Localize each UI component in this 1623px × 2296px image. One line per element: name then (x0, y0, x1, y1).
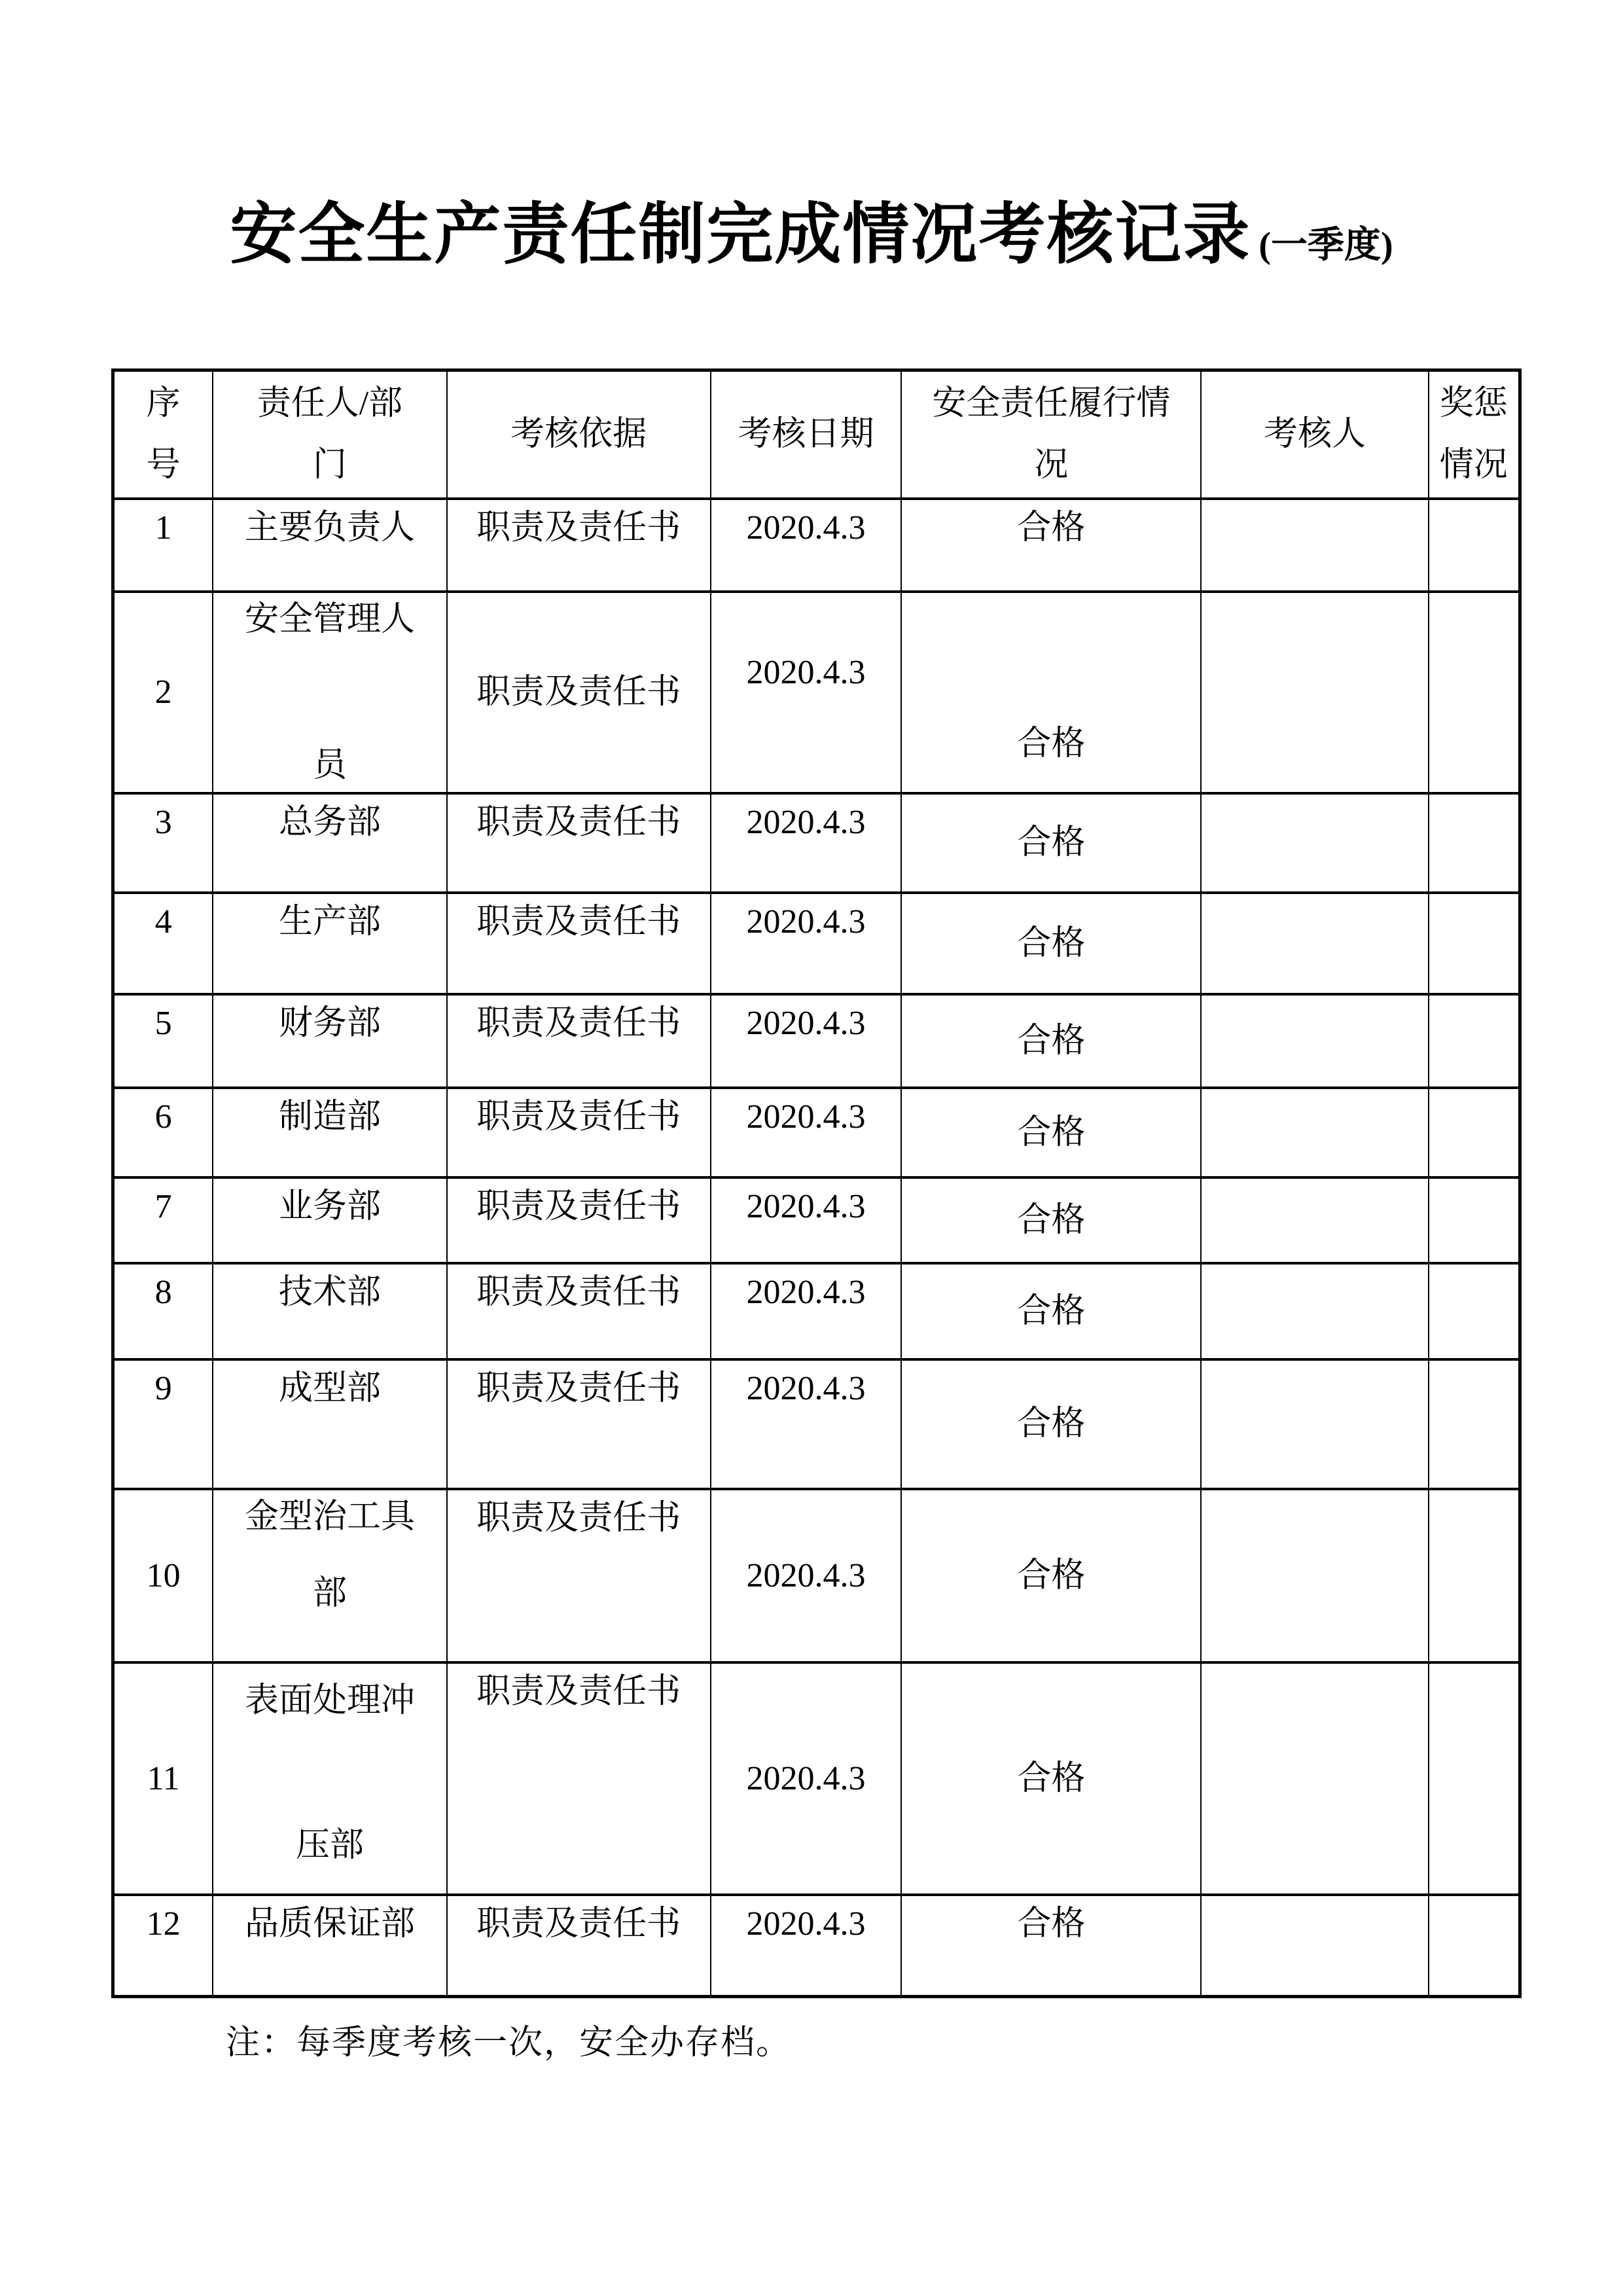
basis-cell-text: 职责及责任书 (476, 1370, 681, 1407)
date-cell (710, 1490, 901, 1661)
date-cell-text: 2020.4.3 (746, 1005, 866, 1042)
reward-cell (1428, 593, 1518, 792)
header-cell-person-dept-text: 门 (312, 446, 347, 484)
date-cell (710, 1896, 901, 1995)
basis-cell-text: 职责及责任书 (476, 1274, 681, 1311)
fulfillment-cell-text: 合格 (1017, 1022, 1086, 1060)
date-cell-text: 2020.4.3 (746, 1370, 866, 1407)
assessor-cell (1200, 1179, 1427, 1262)
seq-cell (115, 1896, 212, 1995)
person-dept-cell-text: 表面处理冲 (244, 1682, 415, 1719)
fulfillment-cell-text: 合格 (1017, 1759, 1086, 1797)
assessor-cell (1200, 500, 1427, 590)
assessor-cell (1200, 1265, 1427, 1358)
header-cell-date-text: 考核日期 (738, 416, 874, 453)
date-cell-text: 2020.4.3 (746, 509, 866, 547)
basis-cell (446, 1664, 710, 1893)
person-dept-cell (212, 996, 446, 1086)
basis-cell-text: 职责及责任书 (476, 1005, 681, 1042)
assessor-cell (1200, 894, 1427, 993)
reward-cell (1428, 1490, 1518, 1661)
table-row (115, 1086, 1518, 1176)
fulfillment-cell-text: 合格 (1017, 1292, 1086, 1330)
date-cell-text: 2020.4.3 (746, 903, 866, 941)
seq-cell-text: 10 (146, 1556, 181, 1594)
date-cell-text: 2020.4.3 (746, 1905, 866, 1943)
basis-cell-text: 职责及责任书 (476, 1905, 681, 1943)
reward-cell (1428, 1265, 1518, 1358)
basis-cell (446, 1089, 710, 1176)
date-cell-text: 2020.4.3 (746, 1274, 866, 1311)
seq-cell (115, 1490, 212, 1661)
basis-cell (446, 1490, 710, 1661)
date-cell (710, 996, 901, 1086)
person-dept-cell-text: 业务部 (278, 1188, 381, 1225)
person-dept-cell (212, 1179, 446, 1262)
person-dept-cell (212, 500, 446, 590)
seq-cell-text: 2 (154, 673, 172, 711)
basis-cell-text: 职责及责任书 (476, 1188, 681, 1225)
fulfillment-cell (901, 1265, 1200, 1358)
basis-cell-text: 职责及责任书 (476, 804, 681, 841)
fulfillment-cell (901, 795, 1200, 891)
person-dept-cell (212, 1265, 446, 1358)
header-cell-date (710, 372, 901, 497)
table-row (115, 1893, 1518, 1995)
fulfillment-cell (901, 500, 1200, 590)
header-cell-reward-text: 情况 (1439, 446, 1508, 484)
assessor-cell (1200, 1361, 1427, 1488)
basis-cell-text: 职责及责任书 (476, 1673, 681, 1710)
fulfillment-cell (901, 996, 1200, 1086)
reward-cell (1428, 795, 1518, 891)
reward-cell (1428, 1896, 1518, 1995)
table-row (115, 993, 1518, 1086)
person-dept-cell-text: 成型部 (278, 1370, 381, 1407)
basis-cell (446, 1361, 710, 1488)
person-dept-cell-text: 安全管理人 (244, 601, 415, 638)
seq-cell-text: 5 (154, 1005, 172, 1042)
seq-cell-text: 9 (154, 1370, 172, 1407)
fulfillment-cell (901, 1089, 1200, 1176)
person-dept-cell-text: 财务部 (278, 1005, 381, 1042)
seq-cell (115, 1664, 212, 1893)
header-cell-seq-text: 号 (146, 446, 181, 484)
date-cell (710, 1664, 901, 1893)
header-cell-seq (115, 372, 212, 497)
basis-cell-text: 职责及责任书 (476, 1499, 681, 1537)
seq-cell-text: 7 (154, 1188, 172, 1225)
header-cell-seq-text: 序 (146, 385, 181, 422)
seq-cell (115, 593, 212, 792)
header-cell-assessor (1200, 372, 1427, 497)
table-row (115, 792, 1518, 891)
seq-cell (115, 996, 212, 1086)
basis-cell (446, 500, 710, 590)
fulfillment-cell-text: 合格 (1017, 1201, 1086, 1239)
seq-cell (115, 1265, 212, 1358)
date-cell (710, 1265, 901, 1358)
date-cell (710, 593, 901, 792)
reward-cell (1428, 894, 1518, 993)
date-cell (710, 1179, 901, 1262)
header-cell-person-dept-text: 责任人/部 (257, 385, 403, 422)
date-cell-text: 2020.4.3 (746, 1759, 866, 1797)
person-dept-cell-text: 技术部 (278, 1274, 381, 1311)
fulfillment-cell-text: 合格 (1017, 1556, 1086, 1594)
table-row (115, 1262, 1518, 1358)
basis-cell (446, 1896, 710, 1995)
basis-cell (446, 593, 710, 792)
header-cell-person-dept (212, 372, 446, 497)
reward-cell (1428, 996, 1518, 1086)
basis-cell (446, 1265, 710, 1358)
basis-cell-text: 职责及责任书 (476, 1098, 681, 1136)
seq-cell (115, 1089, 212, 1176)
fulfillment-cell-text: 合格 (1017, 1905, 1086, 1943)
header-cell-reward (1428, 372, 1518, 497)
table-row (115, 1661, 1518, 1893)
seq-cell (115, 894, 212, 993)
fulfillment-cell (901, 1179, 1200, 1262)
person-dept-cell (212, 1089, 446, 1176)
date-cell-text: 2020.4.3 (746, 654, 866, 692)
fulfillment-cell (901, 1361, 1200, 1488)
fulfillment-cell-text: 合格 (1017, 725, 1086, 763)
seq-cell (115, 1361, 212, 1488)
assessment-table (111, 368, 1522, 1998)
person-dept-cell-text: 制造部 (278, 1098, 381, 1136)
seq-cell (115, 795, 212, 891)
table-header-row (115, 372, 1518, 497)
person-dept-cell-text: 主要负责人 (244, 509, 415, 547)
table-row (115, 590, 1518, 792)
reward-cell (1428, 500, 1518, 590)
seq-cell-text: 6 (154, 1098, 172, 1136)
date-cell (710, 500, 901, 590)
fulfillment-cell-text: 合格 (1017, 824, 1086, 862)
date-cell-text: 2020.4.3 (746, 1098, 866, 1136)
date-cell-text: 2020.4.3 (746, 1556, 866, 1594)
seq-cell (115, 500, 212, 590)
seq-cell-text: 4 (154, 903, 172, 941)
person-dept-cell-text: 员 (312, 746, 347, 784)
fulfillment-cell (901, 1664, 1200, 1893)
basis-cell-text: 职责及责任书 (476, 509, 681, 547)
table-row (115, 1358, 1518, 1488)
basis-cell-text: 职责及责任书 (476, 673, 681, 711)
seq-cell-text: 1 (154, 509, 172, 547)
date-cell (710, 1361, 901, 1488)
person-dept-cell-text: 压部 (295, 1826, 364, 1864)
page-title (0, 200, 1623, 270)
basis-cell (446, 795, 710, 891)
header-cell-fulfillment (901, 372, 1200, 497)
header-cell-assessor-text: 考核人 (1263, 416, 1366, 453)
seq-cell-text: 11 (147, 1759, 180, 1797)
page-title-main: 安全生产责任制完成情况考核记录 (230, 198, 1251, 272)
fulfillment-cell (901, 894, 1200, 993)
seq-cell-text: 12 (146, 1905, 181, 1943)
table-row (115, 1176, 1518, 1262)
fulfillment-cell-text: 合格 (1017, 924, 1086, 962)
table-row (115, 497, 1518, 590)
person-dept-cell-text: 部 (312, 1574, 347, 1612)
fulfillment-cell (901, 593, 1200, 792)
seq-cell (115, 1179, 212, 1262)
fulfillment-cell (901, 1896, 1200, 1995)
seq-cell-text: 8 (154, 1274, 172, 1311)
header-cell-fulfillment-text: 安全责任履行情 (932, 385, 1171, 422)
assessor-cell (1200, 795, 1427, 891)
basis-cell (446, 1179, 710, 1262)
date-cell (710, 795, 901, 891)
date-cell (710, 894, 901, 993)
reward-cell (1428, 1179, 1518, 1262)
fulfillment-cell-text: 合格 (1017, 509, 1086, 547)
person-dept-cell (212, 894, 446, 993)
person-dept-cell (212, 593, 446, 792)
basis-cell (446, 894, 710, 993)
table-row (115, 1488, 1518, 1661)
date-cell (710, 1089, 901, 1176)
header-cell-fulfillment-text: 况 (1034, 446, 1069, 484)
reward-cell (1428, 1664, 1518, 1893)
page-title-qualifier: (一季度) (1258, 225, 1393, 266)
fulfillment-cell (901, 1490, 1200, 1661)
table-row (115, 891, 1518, 993)
basis-cell (446, 996, 710, 1086)
date-cell-text: 2020.4.3 (746, 804, 866, 841)
header-cell-basis (446, 372, 710, 497)
header-cell-basis-text: 考核依据 (510, 416, 647, 453)
header-cell-reward-text: 奖惩 (1439, 385, 1508, 422)
assessor-cell (1200, 1490, 1427, 1661)
person-dept-cell-text: 生产部 (278, 903, 381, 941)
footer-note: 注：每季度考核一次，安全办存档。 (226, 2024, 792, 2062)
seq-cell-text: 3 (154, 804, 172, 841)
assessor-cell (1200, 1089, 1427, 1176)
fulfillment-cell-text: 合格 (1017, 1405, 1086, 1443)
reward-cell (1428, 1361, 1518, 1488)
person-dept-cell-text: 品质保证部 (244, 1905, 415, 1943)
reward-cell (1428, 1089, 1518, 1176)
assessor-cell (1200, 996, 1427, 1086)
person-dept-cell (212, 1896, 446, 1995)
assessor-cell (1200, 1664, 1427, 1893)
assessor-cell (1200, 1896, 1427, 1995)
person-dept-cell (212, 795, 446, 891)
fulfillment-cell-text: 合格 (1017, 1113, 1086, 1151)
basis-cell-text: 职责及责任书 (476, 903, 681, 941)
person-dept-cell (212, 1490, 446, 1661)
date-cell-text: 2020.4.3 (746, 1188, 866, 1225)
person-dept-cell (212, 1664, 446, 1893)
person-dept-cell-text: 金型治工具 (244, 1498, 415, 1535)
person-dept-cell-text: 总务部 (278, 804, 381, 841)
person-dept-cell (212, 1361, 446, 1488)
assessor-cell (1200, 593, 1427, 792)
